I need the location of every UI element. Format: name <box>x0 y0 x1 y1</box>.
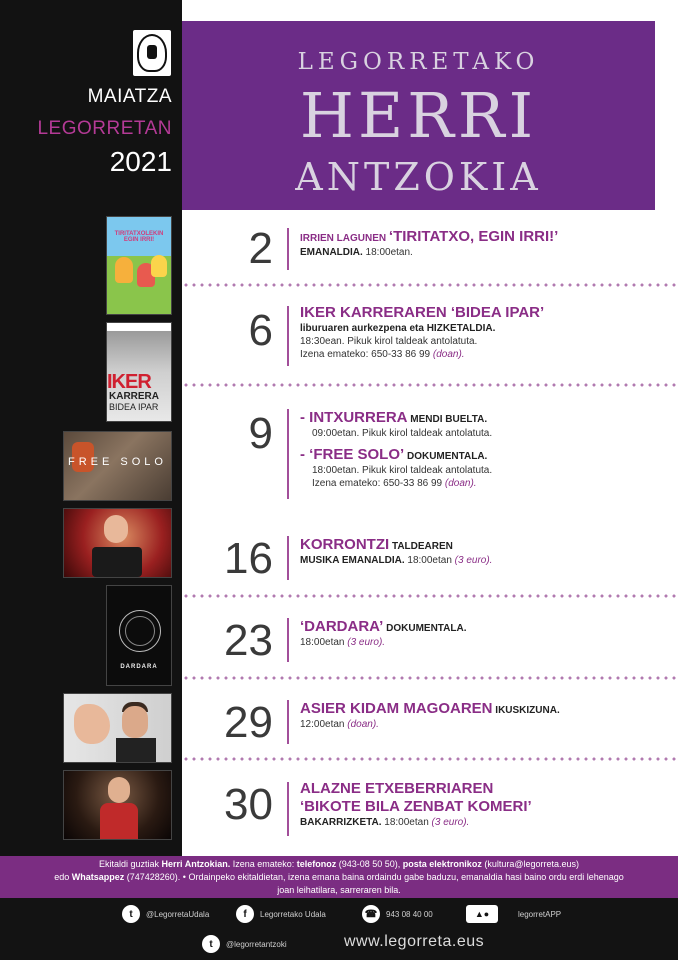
event-title: ‘TIRITATXO, EGIN IRRI!’ <box>388 228 559 245</box>
municipal-seal-icon <box>133 30 171 76</box>
event-time: 09:00etan. Pikuk kirol taldeak antolatuta. <box>312 428 493 439</box>
divider <box>182 283 678 287</box>
event-item <box>228 222 668 272</box>
event-title: KORRONTZI <box>300 536 390 553</box>
header-line-2: HERRI <box>299 79 538 152</box>
facebook-icon: f <box>236 905 254 923</box>
phone-link[interactable] <box>362 905 433 923</box>
event-day: 16 <box>224 534 273 583</box>
divider <box>182 383 678 387</box>
header-line-3: ANTZOKIA <box>295 155 542 199</box>
event-item <box>228 405 668 500</box>
event-item <box>228 300 668 370</box>
poster-dardara-title: DARDARA <box>120 664 158 670</box>
poster-iker-name: IKER <box>107 371 151 393</box>
info-text: Ekitaldi guztiak <box>98 859 162 869</box>
app-store-icon: ▲● <box>466 905 498 923</box>
event-item <box>224 776 668 836</box>
event-title-tail: IKUSKIZUNA. <box>492 705 560 716</box>
event-title: ALAZNE ETXEBERRIAREN <box>300 780 494 797</box>
twitter-udala-handle: @LegorretaUdala <box>146 909 210 919</box>
place-label: LEGORRETAN <box>37 118 172 139</box>
info-text: Izena emateko: <box>230 859 297 869</box>
website-link[interactable]: www.legorreta.eus <box>344 933 485 950</box>
info-venue: Herri Antzokian. <box>161 859 231 869</box>
month-label: MAIATZA <box>87 86 172 107</box>
year-label: 2021 <box>109 146 172 177</box>
poster-iker-karrera <box>106 322 172 422</box>
info-text: (943-08 50 50), <box>336 859 403 869</box>
photo-asier-kidam <box>63 693 172 763</box>
poster-dardara <box>106 585 172 686</box>
poster-free-solo-title: FREE SOLO <box>68 456 167 468</box>
event-price: (doan). <box>347 719 379 730</box>
event-title: IKER KARRERAREN ‘BIDEA IPAR’ <box>300 304 545 321</box>
twitter-icon: t <box>122 905 140 923</box>
event-day: 30 <box>224 780 273 829</box>
event-day: 2 <box>248 224 273 273</box>
event-title-tail: DOKUMENTALA. <box>383 623 467 634</box>
event-item <box>224 694 668 747</box>
info-email: (kultura@legorreta.eus) <box>481 859 580 869</box>
header-banner <box>182 21 655 210</box>
info-email-label: posta elektronikoz <box>402 859 482 869</box>
event-time: 18:00etan <box>300 637 348 648</box>
event-day: 6 <box>248 306 273 355</box>
event-day: 23 <box>224 616 273 665</box>
poster-iker-book: BIDEA IPAR <box>109 402 159 412</box>
app-link[interactable] <box>466 905 561 923</box>
poster-iker-surname: KARRERA <box>109 391 159 402</box>
phone-icon: ☎ <box>362 905 380 923</box>
event-item <box>224 612 668 665</box>
event-item <box>224 530 668 583</box>
header-line-1: LEGORRETAKO <box>297 49 540 75</box>
info-phone-label: telefonoz <box>296 859 337 869</box>
event-type: MENDI BUELTA. <box>407 414 488 425</box>
event-type: liburuaren aurkezpena eta HIZKETALDIA. <box>300 323 496 334</box>
event-type: MUSIKA EMANALDIA. <box>300 555 405 566</box>
event-price: (doan). <box>432 349 465 360</box>
facebook-link[interactable] <box>236 905 326 923</box>
info-text: joan leihatilara, sarreraren bila. <box>277 885 401 895</box>
divider <box>182 594 678 598</box>
twitter-antzoki-handle: @legorretantzoki <box>226 939 287 949</box>
photo-alazne-etxeberria <box>63 770 172 840</box>
event-day: 29 <box>224 698 273 747</box>
phone-number: 943 08 40 00 <box>386 909 433 919</box>
app-name: legorretAPP <box>518 909 562 919</box>
event-register: Izena emateko: 650-33 86 99 <box>300 349 433 360</box>
event-title: - ‘FREE SOLO’ <box>300 446 405 463</box>
twitter-icon: t <box>202 935 220 953</box>
divider <box>182 676 678 680</box>
event-title-2: ‘BIKOTE BILA ZENBAT KOMERI’ <box>300 798 532 815</box>
event-type: DOKUMENTALA. <box>404 451 488 462</box>
event-title-tail: TALDEAREN <box>389 541 453 552</box>
info-text: edo <box>54 872 72 882</box>
event-time: 18:00etan <box>404 555 455 566</box>
event-title: - INTXURRERA <box>300 409 408 426</box>
info-bar <box>0 856 678 898</box>
info-whatsapp-label: Whatsappez <box>71 872 125 882</box>
event-lead: IRRIEN LAGUNEN <box>300 233 387 244</box>
event-time: 12:00etan <box>300 719 348 730</box>
event-register: Izena emateko: 650-33 86 99 <box>312 478 445 489</box>
event-price: (3 euro). <box>454 555 493 566</box>
event-price: (doan). <box>444 478 477 489</box>
event-type: BAKARRIZKETA. <box>300 817 382 828</box>
poster-free-solo <box>63 431 172 501</box>
event-day: 9 <box>248 409 273 458</box>
footer <box>0 898 678 960</box>
poster-tiritatxo <box>106 216 172 315</box>
event-time: 18:30ean. Pikuk kirol taldeak antolatuta. <box>300 336 478 347</box>
photo-korrontzi <box>63 508 172 578</box>
poster-tiritatxo-title: TIRITATXOLEKIN EGIN IRRI! <box>114 231 164 243</box>
twitter-udala-link[interactable] <box>122 905 209 923</box>
event-time: 18:00etan. <box>362 247 413 258</box>
event-price: (3 euro). <box>431 817 470 828</box>
event-type: EMANALDIA. <box>300 247 363 258</box>
twitter-antzoki-link[interactable] <box>202 935 287 953</box>
event-price: (3 euro). <box>347 637 386 648</box>
event-time: 18:00etan <box>381 817 432 828</box>
divider <box>182 757 678 761</box>
event-title: ASIER KIDAM MAGOAREN <box>300 700 493 717</box>
facebook-name: Legorretako Udala <box>260 909 326 919</box>
event-time: 18:00etan. Pikuk kirol taldeak antolatuta. <box>312 465 493 476</box>
info-text: (747428260). • Ordainpeko ekitaldietan, izena emana baina ordaindu gabe baduzu, emanaldia hasi baino ordu erdi lehenago <box>124 872 624 882</box>
event-title: ‘DARDARA’ <box>300 618 384 635</box>
